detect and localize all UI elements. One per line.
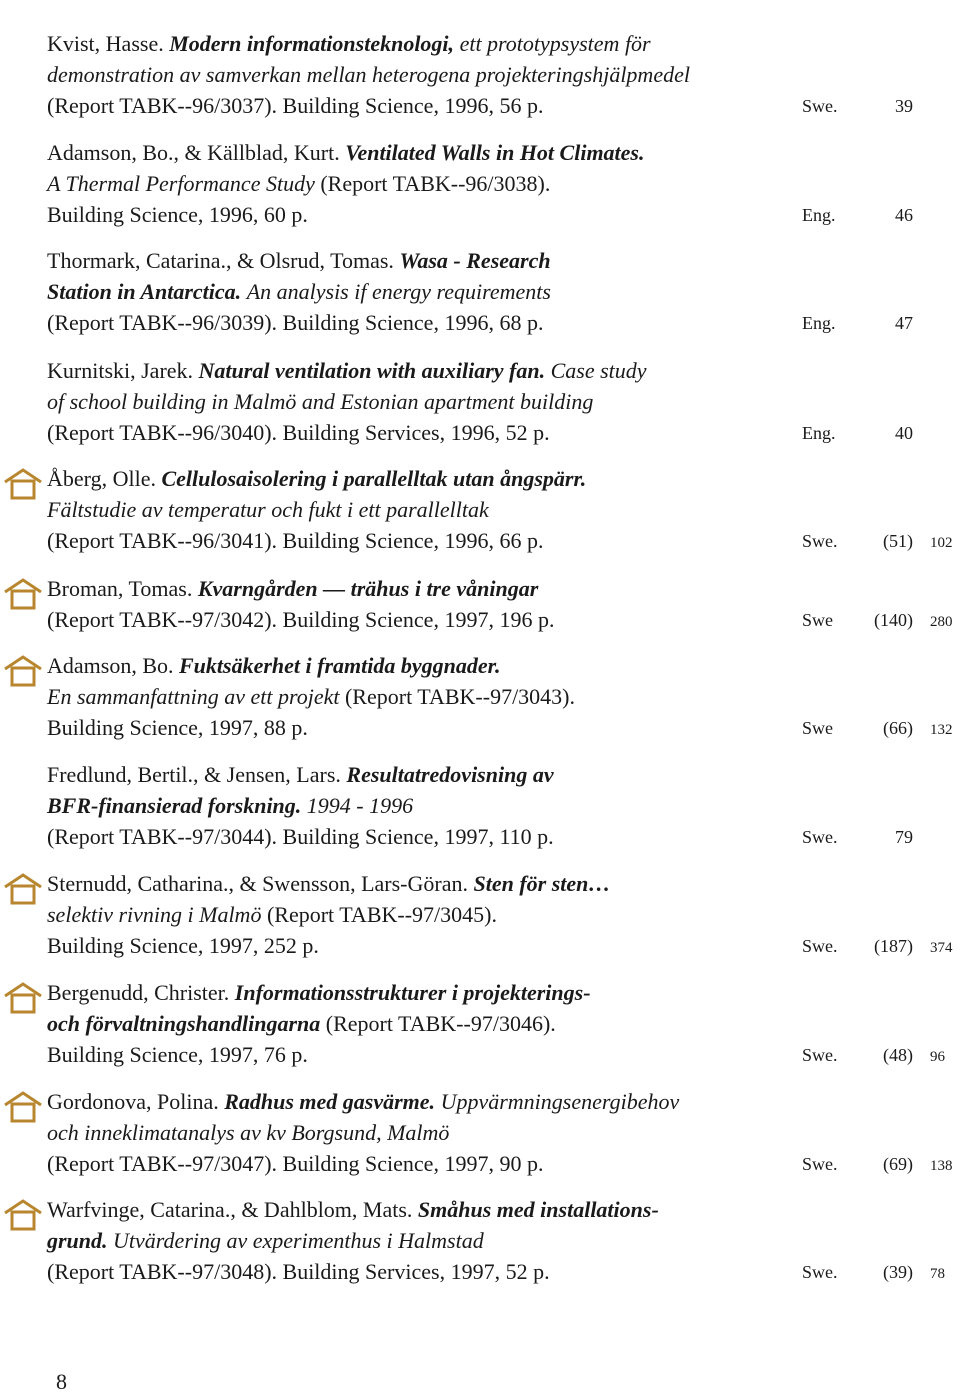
entry-line — [47, 901, 497, 929]
entry-subtitle: A Thermal Performance Study — [47, 171, 315, 196]
entry-author: Adamson, Bo. — [47, 653, 174, 678]
page-number: 8 — [56, 1369, 67, 1394]
entry-number: (51) — [883, 531, 913, 551]
entry-title: Cellulosaisolering i parallelltak utan ångspärr. — [161, 466, 587, 491]
entry-language: Swe. — [802, 936, 838, 956]
entry-title: BFR-finansierad forskning. — [47, 793, 302, 818]
house-icon — [3, 1199, 43, 1231]
entry-line — [47, 870, 610, 898]
entry-language: Swe. — [802, 531, 838, 551]
entry-language: Eng. — [802, 313, 836, 333]
entry-number: (187) — [874, 936, 913, 956]
entry-title: Modern informationsteknologi, — [169, 31, 455, 56]
entry-subtitle: Fältstudie av temperatur och fukt i ett parallelltak — [47, 497, 489, 522]
entry-author: Thormark, Catarina., & Olsrud, Tomas. — [47, 248, 394, 273]
entry-language: Swe — [802, 610, 833, 630]
entry-number: 40 — [895, 423, 913, 443]
entry-author: Sternudd, Catharina., & Swensson, Lars-Göran. — [47, 871, 468, 896]
entry-report: Building Science, 1997, 88 p. — [47, 715, 308, 740]
entry-language: Swe. — [802, 1262, 838, 1282]
entry-number: (48) — [883, 1045, 913, 1065]
entry-subtitle: ett prototypsystem för — [459, 31, 651, 56]
entry-report: (Report TABK--97/3048). Building Services, 1997, 52 p. — [47, 1259, 550, 1284]
entry-number: (39) — [883, 1262, 913, 1282]
entry-line — [47, 761, 554, 789]
entry-line — [47, 792, 413, 820]
house-icon — [3, 1091, 43, 1123]
entry-line — [47, 575, 538, 603]
entry-title: grund. — [47, 1228, 108, 1253]
entry-report: (Report TABK--97/3045). — [266, 902, 497, 927]
entry-title: Kvarngården — trähus i tre våningar — [197, 576, 539, 601]
entry-number: (66) — [883, 718, 913, 738]
entry-pages: 132 — [930, 722, 953, 738]
house-icon — [3, 578, 43, 610]
entry-report: (Report TABK--97/3042). Building Science, 1997, 196 p. — [47, 607, 555, 632]
house-icon — [3, 873, 43, 905]
entry-line — [47, 170, 550, 198]
entry-language: Eng. — [802, 205, 836, 225]
entry-line — [47, 247, 551, 275]
entry-title: Station in Antarctica. — [47, 279, 242, 304]
entry-title: Wasa - Research — [399, 248, 551, 273]
entry-pages: 280 — [930, 614, 953, 630]
entry-author: Bergenudd, Christer. — [47, 980, 230, 1005]
entry-report: (Report TABK--96/3037). Building Science, 1996, 56 p. — [47, 93, 544, 118]
entry-subtitle: Case study — [550, 358, 647, 383]
entry-subtitle: En sammanfattning av ett projekt — [47, 684, 340, 709]
entry-report: (Report TABK--97/3043). — [344, 684, 576, 709]
entry-pages: 138 — [930, 1158, 953, 1174]
entry-language: Swe — [802, 718, 833, 738]
entry-line — [47, 278, 551, 306]
entry-subtitle: of school building in Malmö and Estonian apartment building — [47, 389, 594, 414]
entry-title: Ventilated Walls in Hot Climates. — [345, 140, 645, 165]
entry-title: Radhus med gasvärme. — [224, 1089, 436, 1114]
entry-line — [47, 1196, 659, 1224]
entry-line — [47, 1088, 679, 1116]
entry-number: 79 — [895, 827, 913, 847]
entry-subtitle: selektiv rivning i Malmö — [47, 902, 262, 927]
entry-subtitle: demonstration av samverkan mellan heterogena projekteringshjälpmedel — [47, 62, 690, 87]
entry-subtitle: Utvärdering av experimenthus i Halmstad — [113, 1228, 484, 1253]
entry-subtitle: Uppvärmningsenergibehov — [440, 1089, 680, 1114]
entry-author: Adamson, Bo., & Källblad, Kurt. — [47, 140, 340, 165]
house-icon — [3, 468, 43, 500]
entry-title: Natural ventilation with auxiliary fan. — [198, 358, 546, 383]
entry-report: Building Science, 1997, 76 p. — [47, 1042, 308, 1067]
entry-pages: 374 — [930, 940, 953, 956]
entry-line — [47, 30, 651, 58]
entry-report: Building Science, 1996, 60 p. — [47, 202, 308, 227]
entry-author: Kurnitski, Jarek. — [47, 358, 194, 383]
entry-language: Swe. — [802, 96, 838, 116]
entry-pages: 102 — [930, 535, 953, 551]
entry-number: 46 — [895, 205, 913, 225]
entry-report: (Report TABK--96/3040). Building Services, 1996, 52 p. — [47, 420, 550, 445]
house-icon — [3, 982, 43, 1014]
entry-author: Kvist, Hasse. — [47, 31, 164, 56]
entry-title: Sten för sten… — [473, 871, 611, 896]
entry-line — [47, 465, 586, 493]
entry-title: Småhus med installations- — [417, 1197, 659, 1222]
entry-title: Resultatredovisning av — [346, 762, 554, 787]
entry-report: (Report TABK--97/3046). — [325, 1011, 556, 1036]
entry-author: Gordonova, Polina. — [47, 1089, 219, 1114]
entry-line — [47, 652, 500, 680]
entry-pages: 96 — [930, 1049, 945, 1065]
entry-subtitle: och inneklimatanalys av kv Borgsund, Malmö — [47, 1120, 450, 1145]
entry-title: och förvaltningshandlingarna — [47, 1011, 321, 1036]
entry-report: (Report TABK--96/3038). — [320, 171, 551, 196]
entry-report: (Report TABK--96/3041). Building Science, 1996, 66 p. — [47, 528, 544, 553]
entry-line — [47, 1010, 556, 1038]
entry-author: Fredlund, Bertil., & Jensen, Lars. — [47, 762, 341, 787]
entry-author: Broman, Tomas. — [47, 576, 193, 601]
entry-subtitle: 1994 - 1996 — [306, 793, 414, 818]
entry-language: Swe. — [802, 1154, 838, 1174]
entry-line — [47, 1227, 484, 1255]
entry-number: 47 — [895, 313, 913, 333]
entry-report: Building Science, 1997, 252 p. — [47, 933, 319, 958]
entry-report: (Report TABK--97/3047). Building Science, 1997, 90 p. — [47, 1151, 544, 1176]
house-icon — [3, 655, 43, 687]
entry-title: Fuktsäkerhet i framtida byggnader. — [179, 653, 501, 678]
entry-line — [47, 357, 647, 385]
entry-line — [47, 979, 591, 1007]
entry-language: Swe. — [802, 827, 838, 847]
entry-number: (69) — [883, 1154, 913, 1174]
entry-number: (140) — [874, 610, 913, 630]
entry-title: Informationsstrukturer i projekterings- — [234, 980, 591, 1005]
entry-language: Swe. — [802, 1045, 838, 1065]
entry-author: Åberg, Olle. — [47, 466, 156, 491]
entry-author: Warfvinge, Catarina., & Dahlblom, Mats. — [47, 1197, 413, 1222]
entry-line — [47, 139, 645, 167]
entry-language: Eng. — [802, 423, 836, 443]
entry-line — [47, 683, 575, 711]
entry-number: 39 — [895, 96, 913, 116]
entry-pages: 78 — [930, 1266, 945, 1282]
entry-report: (Report TABK--97/3044). Building Science, 1997, 110 p. — [47, 824, 554, 849]
entry-report: (Report TABK--96/3039). Building Science, 1996, 68 p. — [47, 310, 544, 335]
entry-subtitle: An analysis if energy requirements — [246, 279, 551, 304]
